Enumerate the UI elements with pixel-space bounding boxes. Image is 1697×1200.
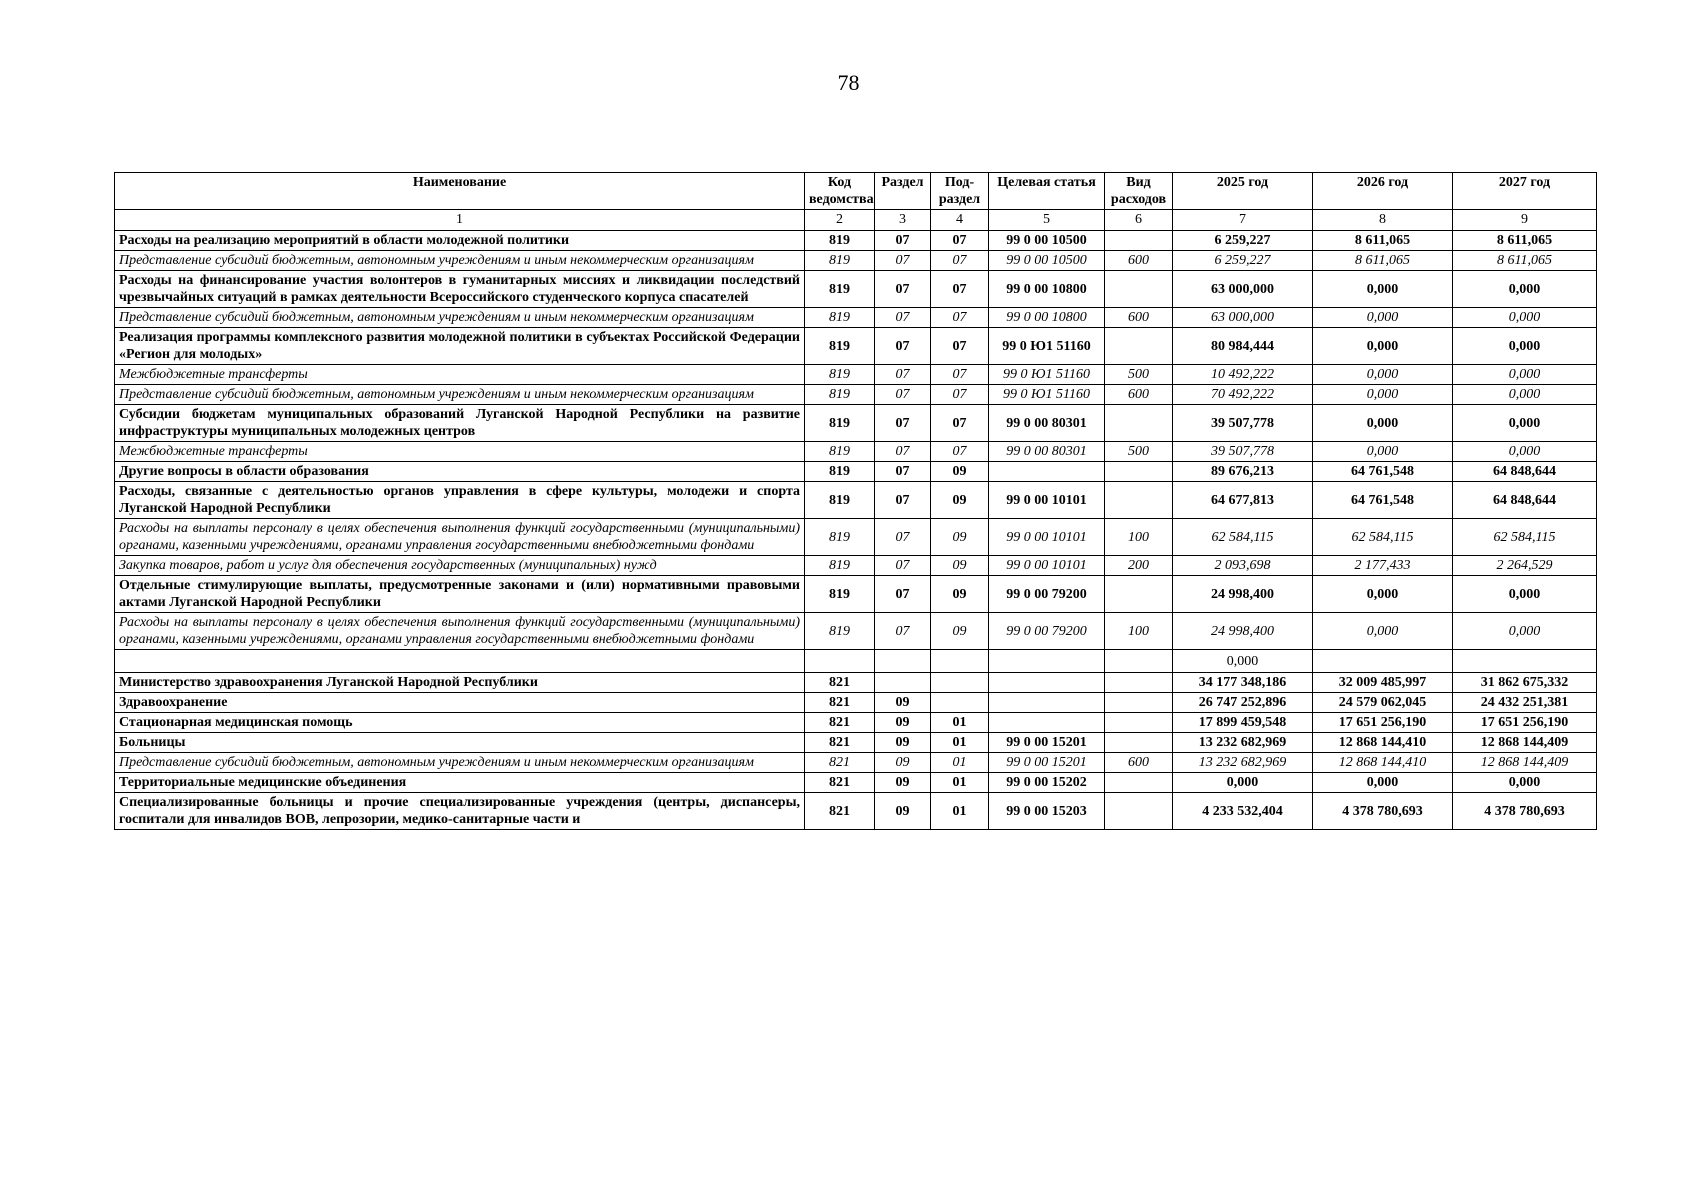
cell-y2027: 0,000: [1453, 365, 1597, 385]
cell-code: 819: [805, 556, 875, 576]
header-2026: 2026 год: [1313, 173, 1453, 210]
cell-y2027: 8 611,065: [1453, 231, 1597, 251]
cell-y2025: 64 677,813: [1173, 482, 1313, 519]
cell-kind: 100: [1105, 519, 1173, 556]
cell-y2025: 4 233 532,404: [1173, 793, 1313, 830]
cell-y2026: 0,000: [1313, 271, 1453, 308]
cell-code: 821: [805, 773, 875, 793]
table-row: [115, 556, 1597, 576]
cell-y2026: 24 579 062,045: [1313, 693, 1453, 713]
cell-name: Представление субсидий бюджетным, автономным учреждениям и иным некоммерческим организациям: [115, 753, 805, 773]
cell-code: 819: [805, 519, 875, 556]
cell-y2026: 62 584,115: [1313, 519, 1453, 556]
cell-section: 07: [875, 251, 931, 271]
cell-subsection: 07: [931, 442, 989, 462]
cell-subsection: 07: [931, 308, 989, 328]
cell-y2027: 12 868 144,409: [1453, 753, 1597, 773]
cell-code: 819: [805, 328, 875, 365]
cell-code: 819: [805, 405, 875, 442]
cell-target: 99 0 00 10800: [989, 271, 1105, 308]
header-2027: 2027 год: [1453, 173, 1597, 210]
cell-kind: [1105, 733, 1173, 753]
cell-name: Здравоохранение: [115, 693, 805, 713]
cell-name: Закупка товаров, работ и услуг для обеспечения государственных (муниципальных) нужд: [115, 556, 805, 576]
cell-target: 99 0 00 15201: [989, 753, 1105, 773]
cell-name: Расходы на финансирование участия волонтеров в гуманитарных миссиях и ликвидации последствий чрезвычайных ситуаций в рамках деятельности Всероссийского студенческого корпуса спасателей: [115, 271, 805, 308]
table-row: [115, 733, 1597, 753]
cell-y2025: 10 492,222: [1173, 365, 1313, 385]
cell-kind: [1105, 713, 1173, 733]
cell-y2026: 2 177,433: [1313, 556, 1453, 576]
cell-y2026: 0,000: [1313, 442, 1453, 462]
cell-y2025: 6 259,227: [1173, 251, 1313, 271]
budget-table: [114, 172, 1597, 830]
cell-kind: [1105, 231, 1173, 251]
cell-y2027: 0,000: [1453, 576, 1597, 613]
cell-name: [115, 650, 805, 673]
cell-y2025: 0,000: [1173, 773, 1313, 793]
cell-y2025: 24 998,400: [1173, 613, 1313, 650]
cell-kind: 600: [1105, 308, 1173, 328]
cell-y2025: 6 259,227: [1173, 231, 1313, 251]
cell-y2027: [1453, 650, 1597, 673]
cell-section: 09: [875, 693, 931, 713]
table-row: [115, 693, 1597, 713]
cell-target: 99 0 00 15203: [989, 793, 1105, 830]
cell-code: 821: [805, 673, 875, 693]
cell-y2027: 0,000: [1453, 271, 1597, 308]
table-row: [115, 793, 1597, 830]
cell-kind: 500: [1105, 365, 1173, 385]
cell-subsection: 09: [931, 576, 989, 613]
cell-y2026: 12 868 144,410: [1313, 733, 1453, 753]
cell-y2027: 12 868 144,409: [1453, 733, 1597, 753]
cell-y2025: 0,000: [1173, 650, 1313, 673]
cell-name: Представление субсидий бюджетным, автономным учреждениям и иным некоммерческим организациям: [115, 308, 805, 328]
cell-y2026: 8 611,065: [1313, 251, 1453, 271]
cell-y2026: 0,000: [1313, 385, 1453, 405]
cell-y2027: 8 611,065: [1453, 251, 1597, 271]
cell-section: 07: [875, 365, 931, 385]
cell-kind: [1105, 673, 1173, 693]
cell-kind: [1105, 328, 1173, 365]
table-row: [115, 462, 1597, 482]
colnum-3: 3: [875, 210, 931, 231]
table-row: [115, 308, 1597, 328]
cell-y2027: 0,000: [1453, 405, 1597, 442]
cell-code: 819: [805, 385, 875, 405]
cell-kind: [1105, 482, 1173, 519]
cell-kind: 600: [1105, 385, 1173, 405]
cell-name: Территориальные медицинские объединения: [115, 773, 805, 793]
header-name: Наименование: [115, 173, 805, 210]
cell-code: 819: [805, 231, 875, 251]
table-row: [115, 576, 1597, 613]
cell-y2026: 0,000: [1313, 365, 1453, 385]
cell-y2025: 39 507,778: [1173, 405, 1313, 442]
cell-name: Расходы на выплаты персоналу в целях обеспечения выполнения функций государственными (муниципальными) органами, казенными учреждениями, органами управления государственными внебюджетными фондами: [115, 519, 805, 556]
colnum-9: 9: [1453, 210, 1597, 231]
cell-code: 819: [805, 271, 875, 308]
cell-section: 09: [875, 773, 931, 793]
colnum-6: 6: [1105, 210, 1173, 231]
table-row: [115, 773, 1597, 793]
cell-kind: [1105, 773, 1173, 793]
cell-y2026: 0,000: [1313, 328, 1453, 365]
table-row: [115, 673, 1597, 693]
cell-code: 821: [805, 713, 875, 733]
cell-target: 99 0 00 80301: [989, 442, 1105, 462]
cell-code: 819: [805, 462, 875, 482]
cell-y2026: 32 009 485,997: [1313, 673, 1453, 693]
cell-subsection: 07: [931, 365, 989, 385]
cell-subsection: 07: [931, 328, 989, 365]
cell-code: 819: [805, 576, 875, 613]
cell-target: 99 0 00 10500: [989, 251, 1105, 271]
cell-target: 99 0 00 10101: [989, 519, 1105, 556]
cell-subsection: 07: [931, 271, 989, 308]
cell-code: 819: [805, 482, 875, 519]
cell-code: 819: [805, 308, 875, 328]
table-row: [115, 519, 1597, 556]
colnum-7: 7: [1173, 210, 1313, 231]
cell-name: Представление субсидий бюджетным, автономным учреждениям и иным некоммерческим организациям: [115, 385, 805, 405]
cell-subsection: [931, 693, 989, 713]
cell-subsection: 09: [931, 519, 989, 556]
table-row: [115, 231, 1597, 251]
cell-y2025: 13 232 682,969: [1173, 733, 1313, 753]
cell-y2027: 64 848,644: [1453, 462, 1597, 482]
cell-y2027: 0,000: [1453, 308, 1597, 328]
cell-name: Больницы: [115, 733, 805, 753]
cell-subsection: 01: [931, 773, 989, 793]
cell-section: 07: [875, 385, 931, 405]
cell-subsection: [931, 650, 989, 673]
colnum-8: 8: [1313, 210, 1453, 231]
cell-name: Отдельные стимулирующие выплаты, предусмотренные законами и (или) нормативными правовыми актами Луганской Народной Республики: [115, 576, 805, 613]
cell-name: Реализация программы комплексного развития молодежной политики в субъектах Российской Федерации «Регион для молодых»: [115, 328, 805, 365]
cell-y2026: 0,000: [1313, 405, 1453, 442]
cell-target: 99 0 00 10500: [989, 231, 1105, 251]
table-row: [115, 482, 1597, 519]
header-row: [115, 173, 1597, 210]
cell-target: [989, 650, 1105, 673]
cell-y2027: 0,000: [1453, 613, 1597, 650]
cell-section: 07: [875, 308, 931, 328]
cell-y2027: 17 651 256,190: [1453, 713, 1597, 733]
cell-y2026: 0,000: [1313, 613, 1453, 650]
cell-subsection: [931, 673, 989, 693]
table-row: [115, 753, 1597, 773]
cell-section: 07: [875, 556, 931, 576]
cell-y2025: 62 584,115: [1173, 519, 1313, 556]
cell-y2026: [1313, 650, 1453, 673]
cell-y2025: 26 747 252,896: [1173, 693, 1313, 713]
header-target: Целевая статья: [989, 173, 1105, 210]
cell-subsection: 09: [931, 613, 989, 650]
cell-y2027: 2 264,529: [1453, 556, 1597, 576]
header-section: Раздел: [875, 173, 931, 210]
cell-kind: 500: [1105, 442, 1173, 462]
cell-target: 99 0 Ю1 51160: [989, 385, 1105, 405]
cell-y2025: 80 984,444: [1173, 328, 1313, 365]
cell-y2027: 0,000: [1453, 385, 1597, 405]
cell-target: 99 0 00 79200: [989, 576, 1105, 613]
table-row: [115, 251, 1597, 271]
cell-target: 99 0 00 10800: [989, 308, 1105, 328]
cell-code: [805, 650, 875, 673]
colnum-2: 2: [805, 210, 875, 231]
table-row: [115, 613, 1597, 650]
cell-subsection: 01: [931, 733, 989, 753]
cell-section: 07: [875, 576, 931, 613]
cell-code: 821: [805, 733, 875, 753]
cell-kind: [1105, 693, 1173, 713]
cell-name: Другие вопросы в области образования: [115, 462, 805, 482]
cell-code: 821: [805, 793, 875, 830]
cell-name: Расходы на выплаты персоналу в целях обеспечения выполнения функций государственными (муниципальными) органами, казенными учреждениями, органами управления государственными внебюджетными фондами: [115, 613, 805, 650]
cell-name: Субсидии бюджетам муниципальных образований Луганской Народной Республики на развитие инфраструктуры муниципальных молодежных центров: [115, 405, 805, 442]
cell-y2025: 24 998,400: [1173, 576, 1313, 613]
cell-y2026: 0,000: [1313, 576, 1453, 613]
cell-subsection: 07: [931, 231, 989, 251]
cell-target: 99 0 00 10101: [989, 556, 1105, 576]
cell-y2025: 39 507,778: [1173, 442, 1313, 462]
cell-name: Специализированные больницы и прочие специализированные учреждения (центры, диспансеры, госпитали для инвалидов ВОВ, лепрозории, медико-санитарные части и: [115, 793, 805, 830]
cell-code: 819: [805, 613, 875, 650]
cell-y2026: 0,000: [1313, 308, 1453, 328]
cell-y2026: 17 651 256,190: [1313, 713, 1453, 733]
cell-y2026: 0,000: [1313, 773, 1453, 793]
cell-subsection: 01: [931, 793, 989, 830]
cell-y2025: 17 899 459,548: [1173, 713, 1313, 733]
cell-y2025: 2 093,698: [1173, 556, 1313, 576]
colnum-5: 5: [989, 210, 1105, 231]
cell-y2027: 62 584,115: [1453, 519, 1597, 556]
cell-section: 07: [875, 442, 931, 462]
cell-subsection: 07: [931, 405, 989, 442]
cell-target: [989, 713, 1105, 733]
cell-y2025: 13 232 682,969: [1173, 753, 1313, 773]
cell-target: 99 0 00 10101: [989, 482, 1105, 519]
colnum-4: 4: [931, 210, 989, 231]
table-row: [115, 713, 1597, 733]
cell-target: 99 0 00 15201: [989, 733, 1105, 753]
cell-section: 09: [875, 753, 931, 773]
cell-section: 07: [875, 613, 931, 650]
cell-section: 09: [875, 793, 931, 830]
cell-y2025: 89 676,213: [1173, 462, 1313, 482]
cell-section: [875, 650, 931, 673]
cell-name: Министерство здравоохранения Луганской Народной Республики: [115, 673, 805, 693]
cell-kind: 200: [1105, 556, 1173, 576]
cell-target: 99 0 00 79200: [989, 613, 1105, 650]
cell-y2026: 12 868 144,410: [1313, 753, 1453, 773]
table-body: [115, 231, 1597, 830]
cell-target: [989, 693, 1105, 713]
cell-name: Межбюджетные трансферты: [115, 442, 805, 462]
cell-code: 821: [805, 693, 875, 713]
cell-y2027: 4 378 780,693: [1453, 793, 1597, 830]
column-number-row: [115, 210, 1597, 231]
colnum-1: 1: [115, 210, 805, 231]
table-row: [115, 650, 1597, 673]
cell-y2027: 0,000: [1453, 442, 1597, 462]
cell-kind: [1105, 650, 1173, 673]
cell-target: [989, 673, 1105, 693]
cell-subsection: 09: [931, 482, 989, 519]
cell-kind: 100: [1105, 613, 1173, 650]
cell-code: 819: [805, 251, 875, 271]
cell-y2027: 31 862 675,332: [1453, 673, 1597, 693]
cell-section: 07: [875, 328, 931, 365]
cell-kind: [1105, 271, 1173, 308]
cell-y2026: 4 378 780,693: [1313, 793, 1453, 830]
table-row: [115, 405, 1597, 442]
cell-kind: [1105, 462, 1173, 482]
cell-y2025: 63 000,000: [1173, 271, 1313, 308]
cell-kind: [1105, 576, 1173, 613]
cell-subsection: 09: [931, 556, 989, 576]
table-row: [115, 328, 1597, 365]
cell-subsection: 01: [931, 753, 989, 773]
cell-target: 99 0 00 15202: [989, 773, 1105, 793]
cell-section: 07: [875, 482, 931, 519]
cell-target: 99 0 Ю1 51160: [989, 365, 1105, 385]
cell-target: 99 0 00 80301: [989, 405, 1105, 442]
cell-name: Межбюджетные трансферты: [115, 365, 805, 385]
cell-section: 07: [875, 405, 931, 442]
cell-y2027: 0,000: [1453, 328, 1597, 365]
page-number: 78: [837, 70, 860, 95]
cell-target: [989, 462, 1105, 482]
cell-code: 821: [805, 753, 875, 773]
cell-y2026: 64 761,548: [1313, 482, 1453, 519]
table-row: [115, 442, 1597, 462]
cell-kind: [1105, 405, 1173, 442]
cell-code: 819: [805, 365, 875, 385]
cell-name: Представление субсидий бюджетным, автономным учреждениям и иным некоммерческим организациям: [115, 251, 805, 271]
cell-subsection: 07: [931, 385, 989, 405]
cell-subsection: 01: [931, 713, 989, 733]
cell-y2025: 70 492,222: [1173, 385, 1313, 405]
header-code: Код ведомства: [805, 173, 875, 210]
cell-subsection: 09: [931, 462, 989, 482]
cell-y2025: 34 177 348,186: [1173, 673, 1313, 693]
cell-section: [875, 673, 931, 693]
table-row: [115, 365, 1597, 385]
cell-name: Расходы, связанные с деятельностью органов управления в сфере культуры, молодежи и спорта Луганской Народной Республики: [115, 482, 805, 519]
cell-section: 07: [875, 462, 931, 482]
cell-kind: [1105, 793, 1173, 830]
cell-code: 819: [805, 442, 875, 462]
cell-section: 07: [875, 519, 931, 556]
cell-y2027: 24 432 251,381: [1453, 693, 1597, 713]
header-2025: 2025 год: [1173, 173, 1313, 210]
table-row: [115, 271, 1597, 308]
cell-name: Расходы на реализацию мероприятий в области молодежной политики: [115, 231, 805, 251]
cell-y2027: 64 848,644: [1453, 482, 1597, 519]
cell-y2026: 8 611,065: [1313, 231, 1453, 251]
cell-section: 07: [875, 271, 931, 308]
cell-subsection: 07: [931, 251, 989, 271]
cell-y2025: 63 000,000: [1173, 308, 1313, 328]
cell-section: 07: [875, 231, 931, 251]
cell-y2026: 64 761,548: [1313, 462, 1453, 482]
cell-kind: 600: [1105, 753, 1173, 773]
cell-section: 09: [875, 733, 931, 753]
header-subsection: Под-раздел: [931, 173, 989, 210]
cell-kind: 600: [1105, 251, 1173, 271]
table-row: [115, 385, 1597, 405]
cell-name: Стационарная медицинская помощь: [115, 713, 805, 733]
header-kind: Вид расходов: [1105, 173, 1173, 210]
cell-y2027: 0,000: [1453, 773, 1597, 793]
cell-section: 09: [875, 713, 931, 733]
cell-target: 99 0 Ю1 51160: [989, 328, 1105, 365]
